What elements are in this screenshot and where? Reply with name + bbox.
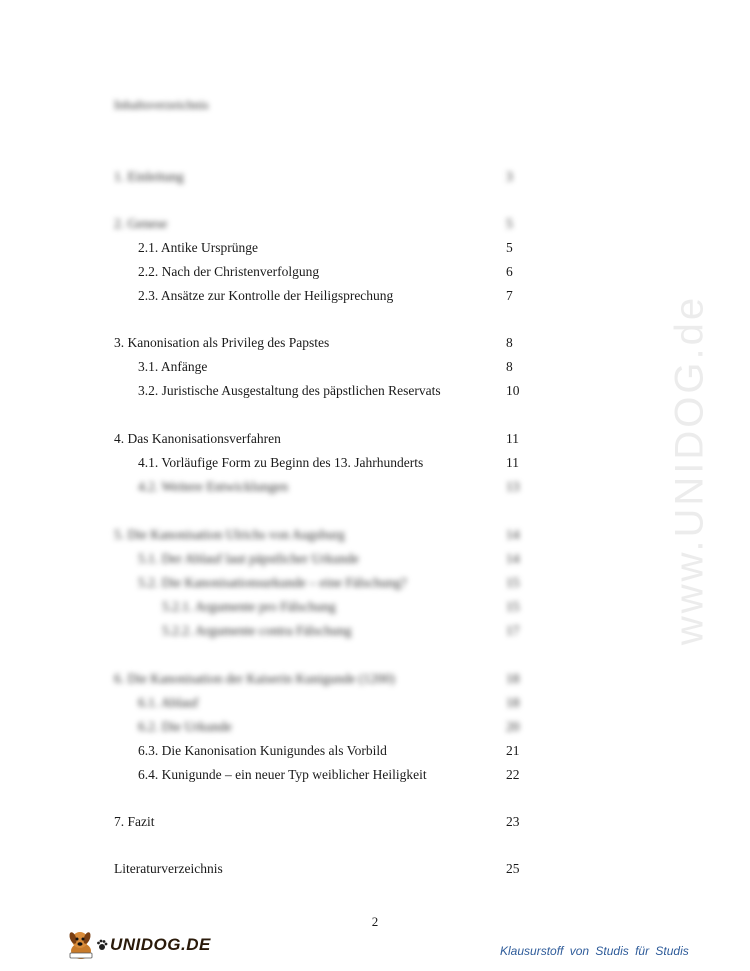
toc-entry-title: 6. Die Kanonisation der Kaiserin Kunigunde (1200) xyxy=(114,671,395,686)
toc-entry-page: 5 xyxy=(506,240,513,255)
toc-entry-title: 4. Das Kanonisationsverfahren xyxy=(114,431,281,446)
toc-entry-page: 22 xyxy=(506,767,520,782)
toc-entry-page: 18 xyxy=(506,671,520,686)
toc-entry xyxy=(138,358,513,376)
toc-entry xyxy=(138,478,520,496)
dog-icon xyxy=(66,929,96,961)
toc-entry xyxy=(138,574,520,592)
toc-entry-page: 15 xyxy=(506,599,520,614)
toc-entry xyxy=(138,766,520,784)
toc-entry-page: 8 xyxy=(506,359,513,374)
toc-entry xyxy=(114,526,520,544)
toc-entry-page: 14 xyxy=(506,551,520,566)
toc-entry-title: 5.1. Der Ablauf laut päpstlicher Urkunde xyxy=(138,551,359,566)
toc-entry-page: 15 xyxy=(506,575,520,590)
toc-entry-title: 3.2. Juristische Ausgestaltung des päpstlichen Reservats xyxy=(138,383,441,398)
toc-entry-title: 3.1. Anfänge xyxy=(138,359,208,374)
paw-icon xyxy=(96,939,108,951)
toc-entry xyxy=(138,263,513,281)
toc-entry-title: 5. Die Kanonisation Ulrichs von Augsburg xyxy=(114,527,345,542)
toc-entry-title: 4.2. Weitere Entwicklungen xyxy=(138,479,289,494)
toc-entry xyxy=(138,382,520,400)
toc-entry-title: 6.2. Die Urkunde xyxy=(138,719,232,734)
toc-entry-title: 5.2.2. Argumente contra Fälschung xyxy=(162,623,352,638)
toc-entry-page: 23 xyxy=(506,814,520,829)
toc-entry xyxy=(114,670,520,688)
toc-entry-page: 8 xyxy=(506,335,513,350)
toc-entry-page: 18 xyxy=(506,695,520,710)
toc-entry xyxy=(114,334,513,352)
watermark: www.UNIDOG.de xyxy=(667,294,712,646)
toc-entry-title: 2.3. Ansätze zur Kontrolle der Heiligsprechung xyxy=(138,288,394,303)
toc-entry-page: 13 xyxy=(506,479,520,494)
toc-entry-title: 2.1. Antike Ursprünge xyxy=(138,240,258,255)
toc-entry-page: 20 xyxy=(506,719,520,734)
toc-entry xyxy=(138,694,520,712)
toc-entry-page: 17 xyxy=(506,623,520,638)
toc-entry-title: 6.3. Die Kanonisation Kunigundes als Vorbild xyxy=(138,743,387,758)
toc-entry-page: 11 xyxy=(506,455,519,470)
toc-entry xyxy=(138,550,520,568)
logo-text: UNIDOG.DE xyxy=(110,935,211,954)
unidog-logo xyxy=(66,928,211,962)
toc-entry-title: 5.2.1. Argumente pro Fälschung xyxy=(162,599,336,614)
toc-entry-title: 6.1. Ablauf xyxy=(138,695,199,710)
toc-entry xyxy=(138,454,519,472)
toc-entry-page: 25 xyxy=(506,861,520,876)
toc-entry-title: 4.1. Vorläufige Form zu Beginn des 13. Jahrhunderts xyxy=(138,455,424,470)
toc-entry xyxy=(114,215,513,233)
page-number: 2 xyxy=(371,914,379,929)
toc-entry-title: 5.2. Die Kanonisationsurkunde – eine Fälschung? xyxy=(138,575,407,590)
toc-entry-title: 2.2. Nach der Christenverfolgung xyxy=(138,264,320,279)
toc-entry-page: 5 xyxy=(506,216,513,231)
toc-entry xyxy=(162,598,520,616)
toc-entry-page: 14 xyxy=(506,527,520,542)
toc-entry xyxy=(114,430,519,448)
toc-entry-title: 3. Kanonisation als Privileg des Papstes xyxy=(114,335,330,350)
toc-entry-title: 2. Genese xyxy=(114,216,168,231)
toc-entry xyxy=(138,742,520,760)
toc-entry xyxy=(114,813,520,831)
toc-entry xyxy=(138,287,513,305)
toc-entry-title: 7. Fazit xyxy=(114,814,155,829)
toc-entry-title: 6.4. Kunigunde – ein neuer Typ weiblicher Heiligkeit xyxy=(138,767,427,782)
footer-tagline: Klausurstoff von Studis für Studis xyxy=(500,944,689,958)
toc-entry xyxy=(138,718,520,736)
toc-entry-page: 10 xyxy=(506,383,520,398)
toc-entry-title: Literaturverzeichnis xyxy=(114,861,223,876)
toc-entry-page: 21 xyxy=(506,743,520,758)
toc-entry-page: 3 xyxy=(506,169,513,184)
toc-entry-page: 7 xyxy=(506,288,513,303)
toc-entry xyxy=(114,860,520,878)
toc-entry-page: 11 xyxy=(506,431,519,446)
toc-entry xyxy=(162,622,520,640)
toc-heading: Inhaltsverzeichnis xyxy=(114,97,209,112)
toc-entry-title: 1. Einleitung xyxy=(114,169,184,184)
toc-entry-page: 6 xyxy=(506,264,513,279)
toc-entry xyxy=(114,168,513,186)
toc-entry xyxy=(138,239,513,257)
